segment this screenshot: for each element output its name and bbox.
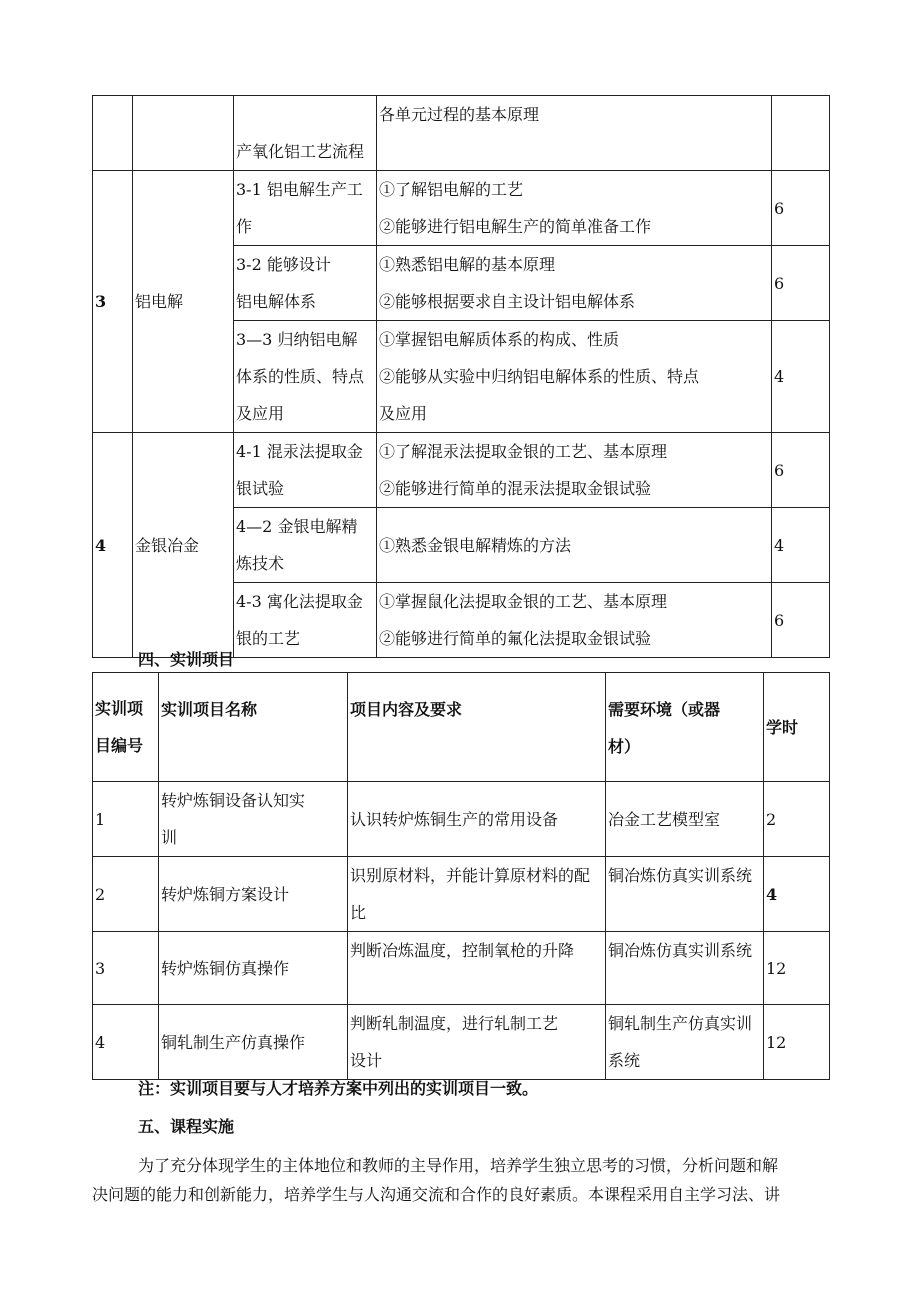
train-env-cell [606, 1005, 764, 1080]
train-env-cell [606, 857, 764, 932]
section4-title: 四、实训项目 [138, 650, 235, 669]
section5-title: 五、课程实施 [138, 1117, 235, 1136]
hours-cell: 4 [772, 508, 830, 583]
content-line: 认识转炉炼铜生产的常用设备 [350, 809, 559, 829]
subtask-cell [234, 96, 377, 171]
train-num-cell: 2 [93, 857, 159, 932]
subtask-line: 产氧化铝工艺流程 [236, 142, 365, 161]
header-num [93, 673, 159, 782]
content-cell [377, 433, 772, 508]
course-content-table [92, 95, 830, 658]
subtask-line [236, 96, 374, 133]
train-hours-cell: 4 [764, 857, 830, 932]
content-line: 各单元过程的基本原理 [379, 105, 540, 124]
content-cell [377, 171, 772, 246]
paragraph-line: 决问题的能力和创新能力，培养学生与人沟通交流和合作的良好素质。本课程采用自主学习法、讲 [92, 1185, 781, 1204]
subtask-cell [234, 321, 377, 433]
subtask-cell [234, 171, 377, 246]
train-num-cell: 3 [93, 932, 159, 1005]
table-row [93, 932, 830, 1005]
header-line: 项目内容及要求 [350, 700, 463, 719]
subtask-cell [234, 583, 377, 658]
content-line: ②能够进行简单的混汞法提取金银试验 [379, 479, 652, 498]
table-row [93, 857, 830, 932]
content-line: ②能够进行铝电解生产的简单准备工作 [379, 217, 652, 236]
table-row [93, 96, 830, 171]
content-line: ②能够进行简单的氟化法提取金银试验 [379, 629, 652, 648]
hours-cell: 6 [772, 171, 830, 246]
content-line: 比 [350, 903, 367, 922]
train-name-cell [159, 782, 348, 857]
content-cell [377, 508, 772, 583]
hours-cell: 6 [772, 583, 830, 658]
training-note: 注：实训项目要与人才培养方案中列出的实训项目一致。 [138, 1079, 539, 1098]
content-line: ①了解混汞法提取金银的工艺、基本原理 [379, 442, 668, 461]
subtask-line: 3-1 铝电解生产工 [236, 180, 363, 199]
content-line: ①熟悉铝电解的基本原理 [379, 255, 556, 274]
content-line: ①掌握铝电解质体系的构成、性质 [379, 330, 620, 349]
header-line: 需要环境（或器 [608, 700, 721, 719]
train-hours-cell: 2 [764, 782, 830, 857]
train-num-cell: 1 [93, 782, 159, 857]
subtask-line: 银试验 [236, 479, 285, 498]
content-line: 及应用 [379, 404, 428, 423]
content-line: 识别原材料，并能计算原材料的配 [350, 866, 591, 885]
subtask-line: 3—3 归纳铝电解 [236, 330, 358, 349]
train-content-cell [348, 782, 606, 857]
unit-name-cell [133, 96, 234, 171]
unit-name-cell: 金银冶金 [133, 433, 234, 658]
subtask-cell [234, 246, 377, 321]
train-content-cell [348, 857, 606, 932]
content-line: 判断冶炼温度，控制氧枪的升降 [350, 941, 575, 960]
name-line: 训 [161, 828, 178, 847]
subtask-line: 4—2 金银电解精 [236, 517, 358, 536]
content-line: ①了解铝电解的工艺 [379, 180, 524, 199]
header-hours [764, 673, 830, 782]
subtask-cell [234, 508, 377, 583]
hours-cell: 4 [772, 321, 830, 433]
content-cell [377, 246, 772, 321]
table-row [93, 1005, 830, 1080]
content-line: ②能够从实验中归纳铝电解体系的性质、特点 [379, 367, 700, 386]
subtask-line: 银的工艺 [236, 629, 301, 648]
train-name-cell [159, 857, 348, 932]
env-line: 铜冶炼仿真实训系统 [608, 866, 753, 885]
train-name-cell [159, 932, 348, 1005]
content-line: 设计 [350, 1051, 383, 1070]
unit-number-cell: 3 [93, 171, 133, 433]
table-row [93, 171, 830, 246]
subtask-cell [234, 433, 377, 508]
train-content-cell [348, 932, 606, 1005]
content-line: ①掌握鼠化法提取金银的工艺、基本原理 [379, 592, 668, 611]
train-name-cell [159, 1005, 348, 1080]
env-line: 系统 [608, 1051, 641, 1070]
header-line: 实训项目名称 [161, 700, 258, 719]
content-line: 判断轧制温度，进行轧制工艺 [350, 1014, 559, 1033]
header-line: 目编号 [95, 736, 144, 755]
unit-number-cell: 4 [93, 433, 133, 658]
header-line: 实训项 [95, 699, 144, 718]
train-env-cell [606, 932, 764, 1005]
implementation-paragraph [92, 1151, 830, 1209]
header-row [93, 673, 830, 782]
content-line: ②能够根据要求自主设计铝电解体系 [379, 292, 636, 311]
table-row [93, 782, 830, 857]
subtask-line: 及应用 [236, 404, 285, 423]
train-content-cell [348, 1005, 606, 1080]
env-line: 铜轧制生产仿真实训 [608, 1014, 753, 1033]
content-cell [377, 583, 772, 658]
train-env-cell [606, 782, 764, 857]
subtask-line: 3-2 能够设计 [236, 255, 331, 274]
header-name [159, 673, 348, 782]
hours-cell [772, 96, 830, 171]
subtask-line: 炼技术 [236, 554, 285, 573]
unit-name-cell: 铝电解 [133, 171, 234, 433]
table-row [93, 433, 830, 508]
header-line: 材） [608, 737, 641, 756]
train-num-cell: 4 [93, 1005, 159, 1080]
training-projects-table [92, 672, 830, 1080]
env-line: 铜冶炼仿真实训系统 [608, 941, 753, 960]
content-cell [377, 96, 772, 171]
subtask-line: 体系的性质、特点 [236, 367, 365, 386]
hours-cell: 6 [772, 433, 830, 508]
paragraph-line: 为了充分体现学生的主体地位和教师的主导作用，培养学生独立思考的习惯，分析问题和解 [138, 1156, 779, 1175]
name-line: 转炉炼铜仿真操作 [161, 958, 290, 978]
content-cell [377, 321, 772, 433]
subtask-line: 铝电解体系 [236, 292, 317, 311]
header-line: 学时 [766, 717, 799, 737]
subtask-line: 4-1 混汞法提取金 [236, 442, 363, 461]
header-content [348, 673, 606, 782]
subtask-line: 4-3 寓化法提取金 [236, 592, 363, 611]
name-line: 转炉炼铜方案设计 [161, 884, 290, 904]
unit-number-cell [93, 96, 133, 171]
content-line: ①熟悉金银电解精炼的方法 [379, 535, 572, 555]
train-hours-cell: 12 [764, 932, 830, 1005]
train-hours-cell: 12 [764, 1005, 830, 1080]
name-line: 转炉炼铜设备认知实 [161, 791, 306, 810]
hours-cell: 6 [772, 246, 830, 321]
env-line: 冶金工艺模型室 [608, 809, 721, 829]
name-line: 铜轧制生产仿真操作 [161, 1032, 306, 1052]
subtask-line: 作 [236, 217, 253, 236]
header-env [606, 673, 764, 782]
